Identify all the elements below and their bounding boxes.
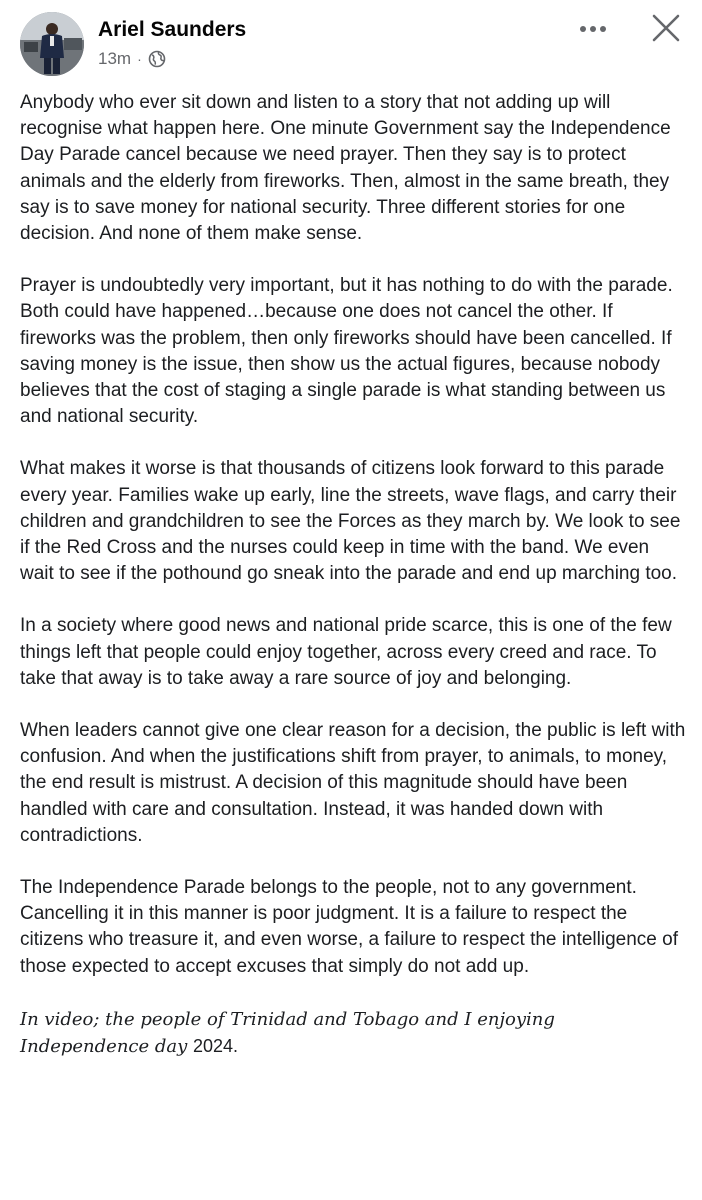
post-paragraph: Prayer is undoubtedly very important, but it has nothing to do with the parade. Both could have happened…because one does not cancel the other. If fireworks was the problem, then only fireworks should have been cancelled. If saving money is the issue, then show us the actual figures, because nobody believes that the cost of staging a single parade is what standing between us and national security. (20, 275, 673, 428)
video-caption (20, 1006, 688, 1060)
post-paragraph: Anybody who ever sit down and listen to a story that not adding up will recognise what happen here. One minute Government say the Independence Day Parade cancel because we need prayer. Then they say is to protect animals and the elderly from fireworks. Then, almost in the same breath, they say is to save money for national security. Three different stories for one decision. And none of them make sense. (20, 92, 671, 245)
meta-separator: · (137, 51, 142, 67)
post-meta (98, 48, 166, 70)
globe-icon (148, 50, 166, 68)
author-avatar[interactable] (20, 12, 84, 76)
more-horizontal-icon[interactable] (578, 14, 608, 44)
avatar-photo (20, 12, 84, 76)
caption-year: 2024. (193, 1035, 239, 1056)
post-paragraph: The Independence Parade belongs to the people, not to any government. Cancelling it in this manner is poor judgment. It is a failure to respect the citizens who treasure it, and even worse, a failure to respect the intelligence of those expected to accept excuses that simply do not add up. (20, 877, 678, 977)
post-paragraph: When leaders cannot give one clear reason for a decision, the public is left with confusion. And when the justifications shift from prayer, to animals, to money, the end result is mistrust. A decision of this magnitude should have been handled with care and consultation. Instead, it was handed down with contradictions. (20, 720, 686, 846)
post-paragraph: What makes it worse is that thousands of citizens look forward to this parade every year. Families wake up early, line the streets, wave flags, and carry their children and grandchildren to see the Forces as they march by. We look to see if the Red Cross and the nurses could keep in time with the band. We even wait to see if the pothound go sneak into the parade and end up marching too. (20, 458, 681, 585)
close-icon[interactable] (648, 10, 684, 46)
author-name[interactable]: Ariel Saunders (98, 18, 247, 41)
post-body (20, 90, 688, 1086)
post-paragraph: In a society where good news and national pride scarce, this is one of the few things left that people could enjoy together, across every creed and race. To take that away is to take away a rare source of joy and belonging. (20, 615, 672, 689)
post-time[interactable]: 13m (98, 49, 132, 68)
caption-text: In video; the people of Trinidad and Tobago and I enjoying Independence day (20, 1008, 555, 1057)
post-header (0, 0, 702, 80)
